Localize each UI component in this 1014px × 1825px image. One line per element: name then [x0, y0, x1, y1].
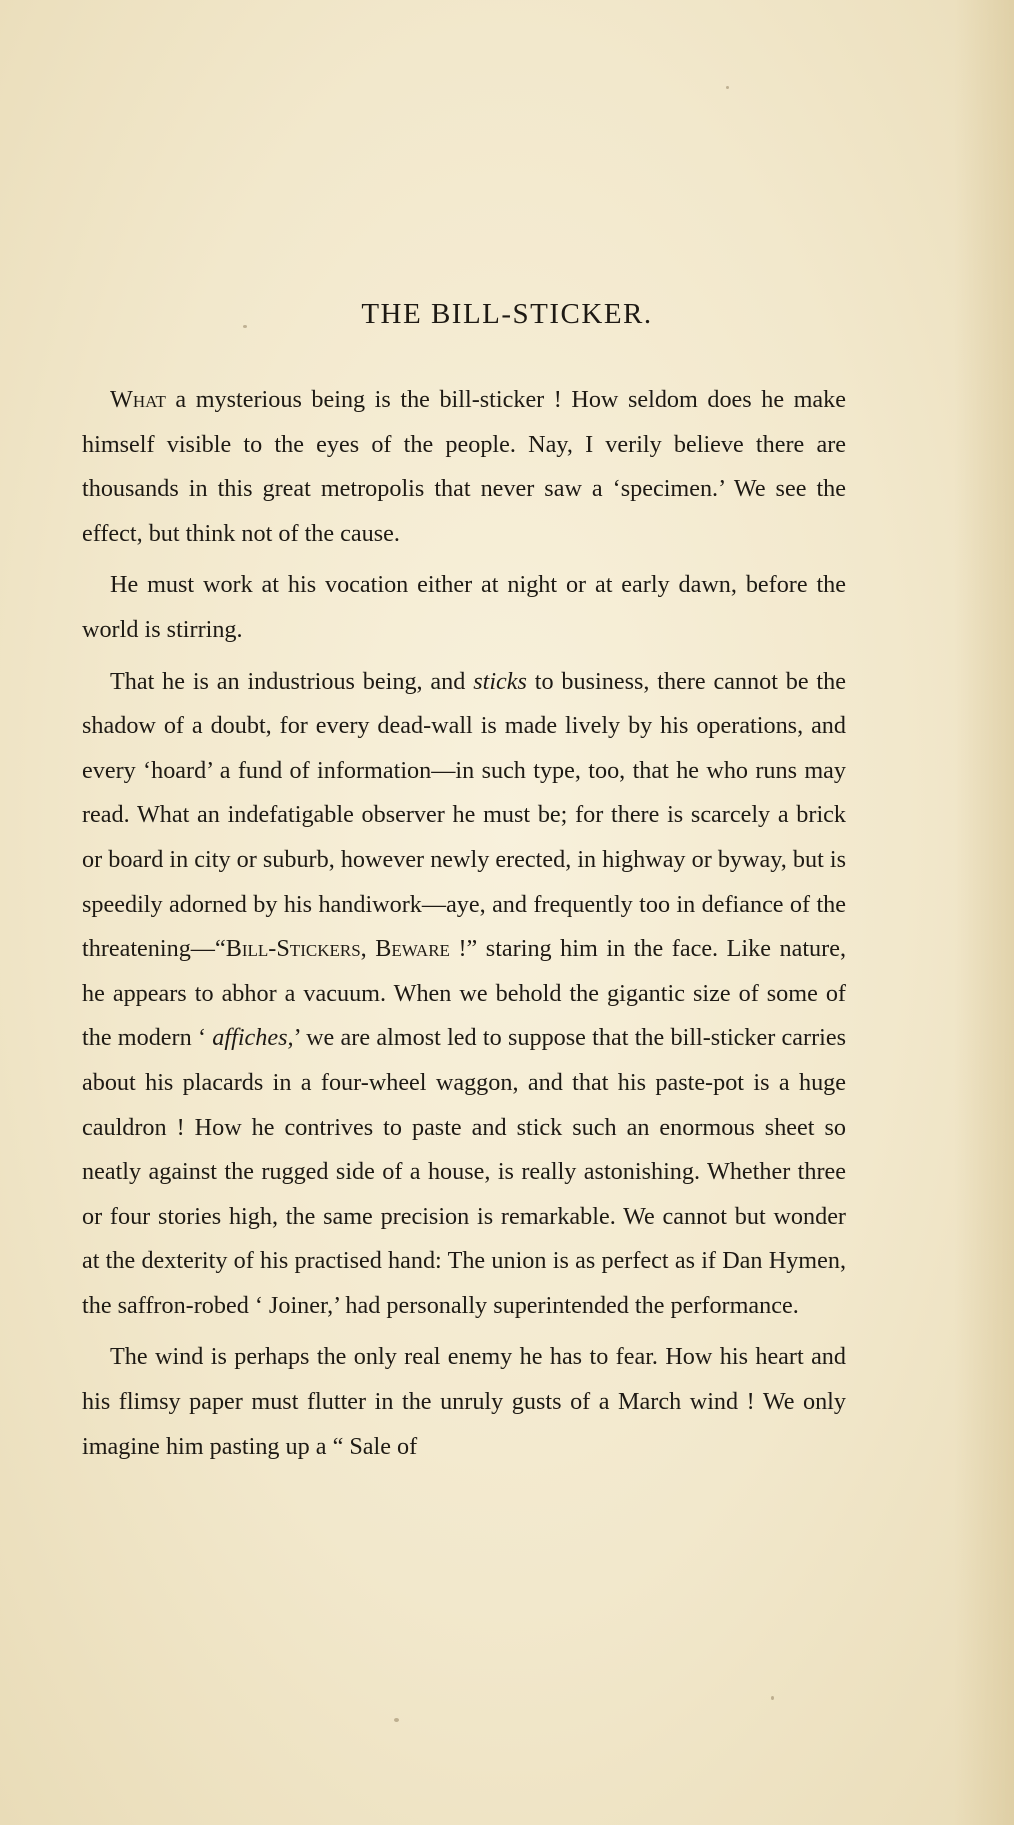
- paragraph-text: ’ we are almost led to suppose that the bill-sticker carries about his placards in a four-wheel waggon, and that his paste-pot is a huge cauldron ! How he contrives to paste and stick such an enormous sheet so neatly against the rugged side of a house, is really astonishing. Whether three or four stories high, the same precision is remarkable. We cannot but wonder at the dexterity of his practised hand: The union is as perfect as if Dan Hymen, the saffron-robed ‘ Joiner,’ had personally superintended the performance.: [82, 1024, 846, 1319]
- paragraph-text: That he is an industrious being, and: [110, 667, 474, 695]
- paragraph-text: !” staring him in the face. Like nature, he appears to abhor a vacuum. When we behold the gigantic size of some of the modern ‘: [82, 935, 846, 1052]
- paper-speck: [394, 1718, 399, 1722]
- paragraph-3: [82, 660, 846, 1329]
- paragraph-text: The wind is perhaps the only real enemy he has to fear. How his heart and his flimsy paper must flutter in the unruly gusts of a March wind ! We only imagine him pasting up a “ Sale of: [82, 1343, 846, 1460]
- paragraph-lead-word: What: [110, 386, 166, 413]
- italic-word: affiches,: [212, 1024, 294, 1052]
- small-caps-phrase: Bill-Stickers, Beware: [225, 935, 450, 963]
- paragraph-1: [82, 378, 846, 556]
- paragraph-text: to business, there cannot be the shadow of a doubt, for every dead-wall is made lively by his operations, and every ‘hoard’ a fund of information—in such type, too, that he who runs may read. What an indefatigable observer he must be; for there is scarcely a brick or board in city or suburb, however newly erected, in highway or byway, but is speedily adorned by his handiwork—aye, and frequently too in defiance of the threatening—“: [82, 667, 846, 963]
- chapter-title: THE BILL-STICKER.: [361, 298, 653, 330]
- italic-word: sticks: [473, 667, 527, 695]
- paragraph-text: a mysterious being is the bill-sticker ! How seldom does he make himself visible to the eyes of the people. Nay, I verily believe there are thousands in this great metropolis that never saw a ‘specimen.’ We see the effect, but think not of the cause.: [82, 386, 846, 547]
- show-through-texture: [70, 130, 870, 370]
- paragraph-4: [82, 1335, 846, 1469]
- paper-speck: [726, 86, 729, 89]
- body-text: [82, 378, 846, 1476]
- paragraph-text: He must work at his vocation either at night or at early dawn, before the world is stirring.: [82, 571, 846, 643]
- paragraph-2: [82, 563, 846, 652]
- paper-speck: [771, 1696, 774, 1700]
- page-edge-shadow: [954, 0, 1014, 1825]
